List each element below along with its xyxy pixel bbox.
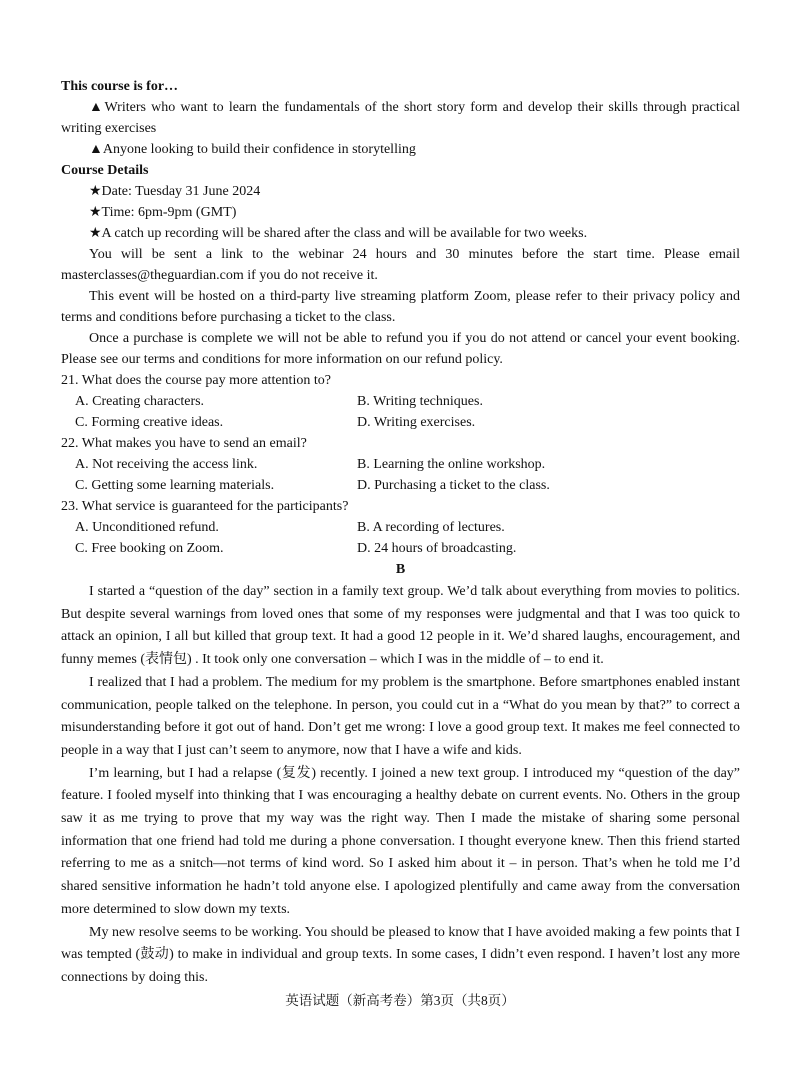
course-recording: ★A catch up recording will be shared after the class and will be available for two weeks. (89, 226, 588, 241)
option-a: A. Unconditioned refund. (75, 520, 219, 535)
option-d: D. 24 hours of broadcasting. (357, 541, 517, 556)
question-22 (61, 433, 740, 496)
course-date: ★Date: Tuesday 31 June 2024 (89, 184, 261, 199)
option-row (61, 475, 740, 496)
section-b-heading: B (395, 562, 406, 577)
course-webinar-paragraph: You will be sent a link to the webinar 24 hours and 30 minutes before the start time. Please email masterclasses@theguardian.com if you do not receive it. (61, 247, 740, 283)
course-for-item-2: ▲Anyone looking to build their confidence in storytelling (89, 142, 416, 157)
course-refund-paragraph: Once a purchase is complete we will not be able to refund you if you do not attend or cancel your event booking. Please see our terms and conditions for more information on our refund policy. (61, 331, 740, 367)
passage-b-paragraph-3: I’m learning, but I had a relapse (复发) recently. I joined a new text group. I introduced my “question of the day” feature. I fooled myself into thinking that I was encouraging a healthy debate on current events. No. Others in the group saw it as me trying to prove that my way was the right way. Then I made the mistake of sharing some personal information that one friend had told me during a phone conversation. I thought everyone knew. Then this friend started referring to me as a snitch—not terms of kind word. So I asked him about it – in person. That’s when he told me I’d shared sensitive information he hadn’t told anyone else. I apologized plentifully and came away from the conversation more determined to slow down my texts. (61, 765, 740, 917)
option-row (61, 412, 740, 433)
option-row (61, 391, 740, 412)
option-a: A. Creating characters. (75, 394, 205, 409)
course-time: ★Time: 6pm-9pm (GMT) (89, 205, 237, 220)
option-a: A. Not receiving the access link. (75, 457, 258, 472)
question-stem: 22. What makes you have to send an email? (61, 436, 307, 451)
passage-b-paragraph-2: I realized that I had a problem. The medium for my problem is the smartphone. Before smartphones enabled instant communication, people talked on the telephone. In person, you could cut in a “What do you mean by that?” to correct a misunderstanding before it got out of hand. Don’t get me wrong: I love a good group text. It makes me feel connected to people in a way that I just can’t seem to anymore, now that I have a wife and kids. (61, 674, 740, 758)
option-d: D. Writing exercises. (357, 415, 476, 430)
page-footer: 英语试题（新高考卷）第3页（共8页） (285, 993, 515, 1008)
question-stem: 21. What does the course pay more attention to? (61, 373, 331, 388)
course-for-heading: This course is for… (61, 79, 179, 94)
question-stem: 23. What service is guaranteed for the participants? (61, 499, 349, 514)
option-d: D. Purchasing a ticket to the class. (357, 478, 550, 493)
question-23 (61, 496, 740, 559)
course-for-item-1: ▲Writers who want to learn the fundamentals of the short story form and develop their skills through practical writing exercises (61, 100, 740, 136)
course-details-heading: Course Details (61, 163, 149, 178)
option-b: B. Writing techniques. (357, 394, 483, 409)
option-c: C. Getting some learning materials. (75, 478, 275, 493)
option-row (61, 454, 740, 475)
option-c: C. Forming creative ideas. (75, 415, 224, 430)
option-b: B. Learning the online workshop. (357, 457, 546, 472)
course-zoom-paragraph: This event will be hosted on a third-party live streaming platform Zoom, please refer to their privacy policy and terms and conditions before purchasing a ticket to the class. (61, 289, 740, 325)
option-row (61, 538, 740, 559)
question-21 (61, 370, 740, 433)
passage-b-paragraph-4: My new resolve seems to be working. You should be pleased to know that I have avoided making a few points that I was tempted (鼓动) to make in individual and group texts. In some cases, I didn’t even respond. I haven’t lost any more connections by doing this. (61, 924, 740, 985)
option-b: B. A recording of lectures. (357, 520, 505, 535)
passage-b-paragraph-1: I started a “question of the day” section in a family text group. We’d talk about everything from movies to politics. But despite several warnings from loved ones that some of my responses were judgmental and that I was too quick to attack an opinion, I all but killed that group text. It had a good 12 people in it. We’d shared laughs, encouragement, and funny memes (表情包) . It took only one conversation – which I was in the middle of – to end it. (61, 584, 740, 668)
option-c: C. Free booking on Zoom. (75, 541, 224, 556)
option-row (61, 517, 740, 538)
exam-page (61, 76, 740, 990)
